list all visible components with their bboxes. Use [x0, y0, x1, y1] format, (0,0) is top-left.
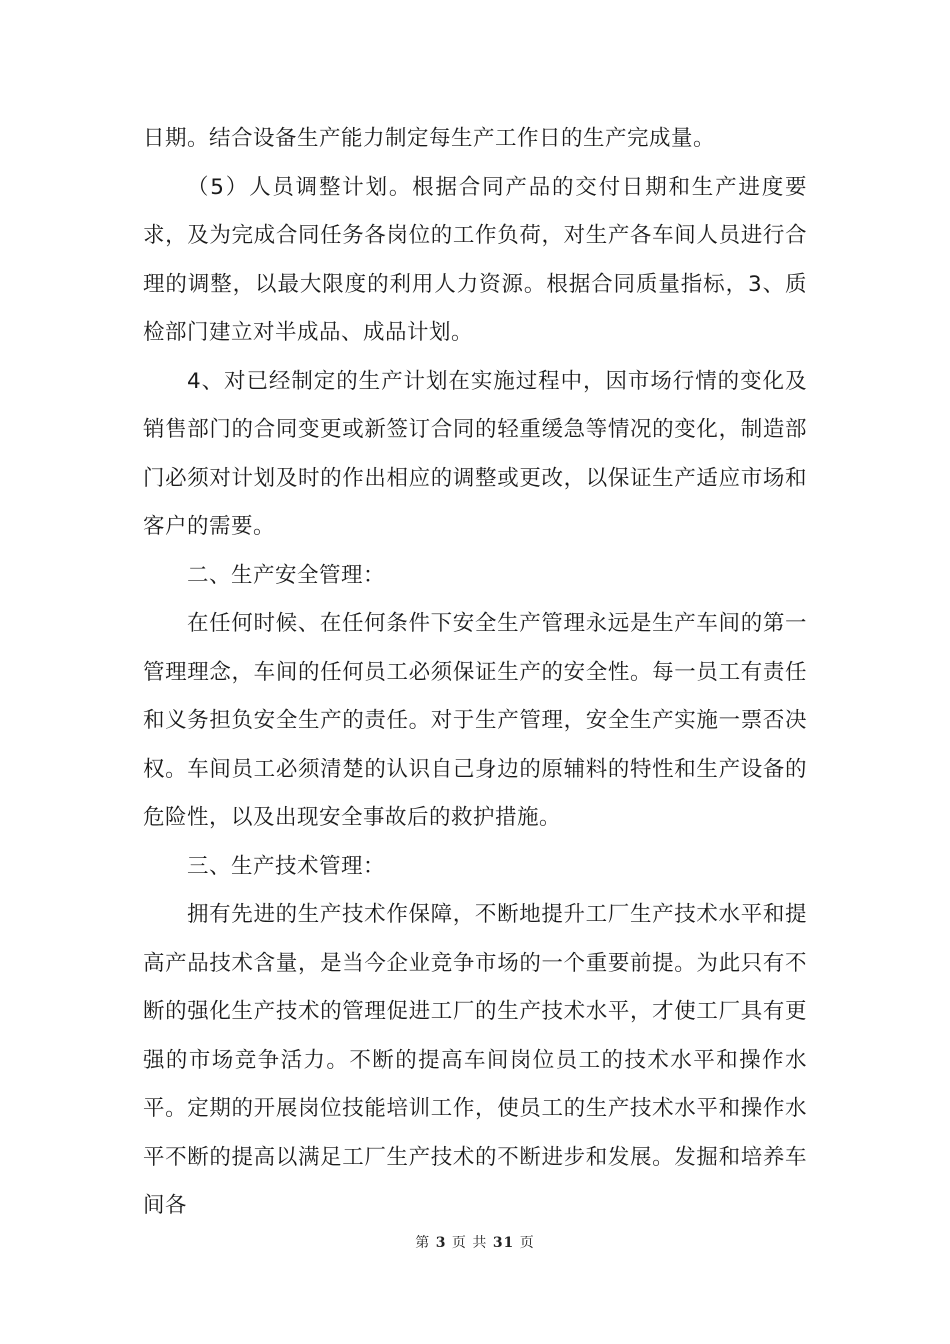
- body-text: [143, 115, 807, 1231]
- paragraph-1: 日期。结合设备生产能力制定每生产工作日的生产完成量。: [143, 126, 716, 151]
- paragraph-7: 拥有先进的生产技术作保障，不断地提升工厂生产技术水平和提高产品技术含量，是当今企业竞争市场的一个重要前提。为此只有不断的强化生产技术的管理促进工厂的生产技术水平，才使工厂具有更强的市场竞争活力。不断的提高车间岗位员工的技术水平和操作水平。定期的开展岗位技能培训工作，使员工的生产技术水平和操作水平不断的提高以满足工厂生产技术的不断进步和发展。发掘和培养车间各: [143, 902, 807, 1218]
- footer-middle: 页 共: [451, 1235, 488, 1251]
- section-heading-safety: 二、生产安全管理：: [187, 562, 386, 588]
- footer-prefix: 第: [415, 1235, 431, 1251]
- footer-suffix: 页: [519, 1235, 535, 1251]
- page-footer: [0, 1232, 950, 1252]
- paragraph-2: （5）人员调整计划。根据合同产品的交付日期和生产进度要求，及为完成合同任务各岗位的工作负荷，对生产各车间人员进行合理的调整，以最大限度的利用人力资源。根据合同质量指标，3、质检部门建立对半成品、成品计划。: [143, 174, 807, 345]
- paragraph-3: 4、对已经制定的生产计划在实施过程中，因市场行情的变化及销售部门的合同变更或新签订合同的轻重缓急等情况的变化，制造部门必须对计划及时的作出相应的调整或更改，以保证生产适应市场和客户的需要。: [143, 368, 807, 539]
- paragraph-5: 在任何时候、在任何条件下安全生产管理永远是生产车间的第一管理理念，车间的任何员工必须保证生产的安全性。每一员工有责任和义务担负安全生产的责任。对于生产管理，安全生产实施一票否决权。车间员工必须清楚的认识自己身边的原辅料的特性和生产设备的危险性，以及出现安全事故后的救护措施。: [143, 611, 807, 830]
- footer-total-pages: 31: [492, 1235, 515, 1251]
- section-heading-technology: 三、生产技术管理：: [187, 853, 386, 879]
- footer-page-number: 3: [435, 1235, 447, 1251]
